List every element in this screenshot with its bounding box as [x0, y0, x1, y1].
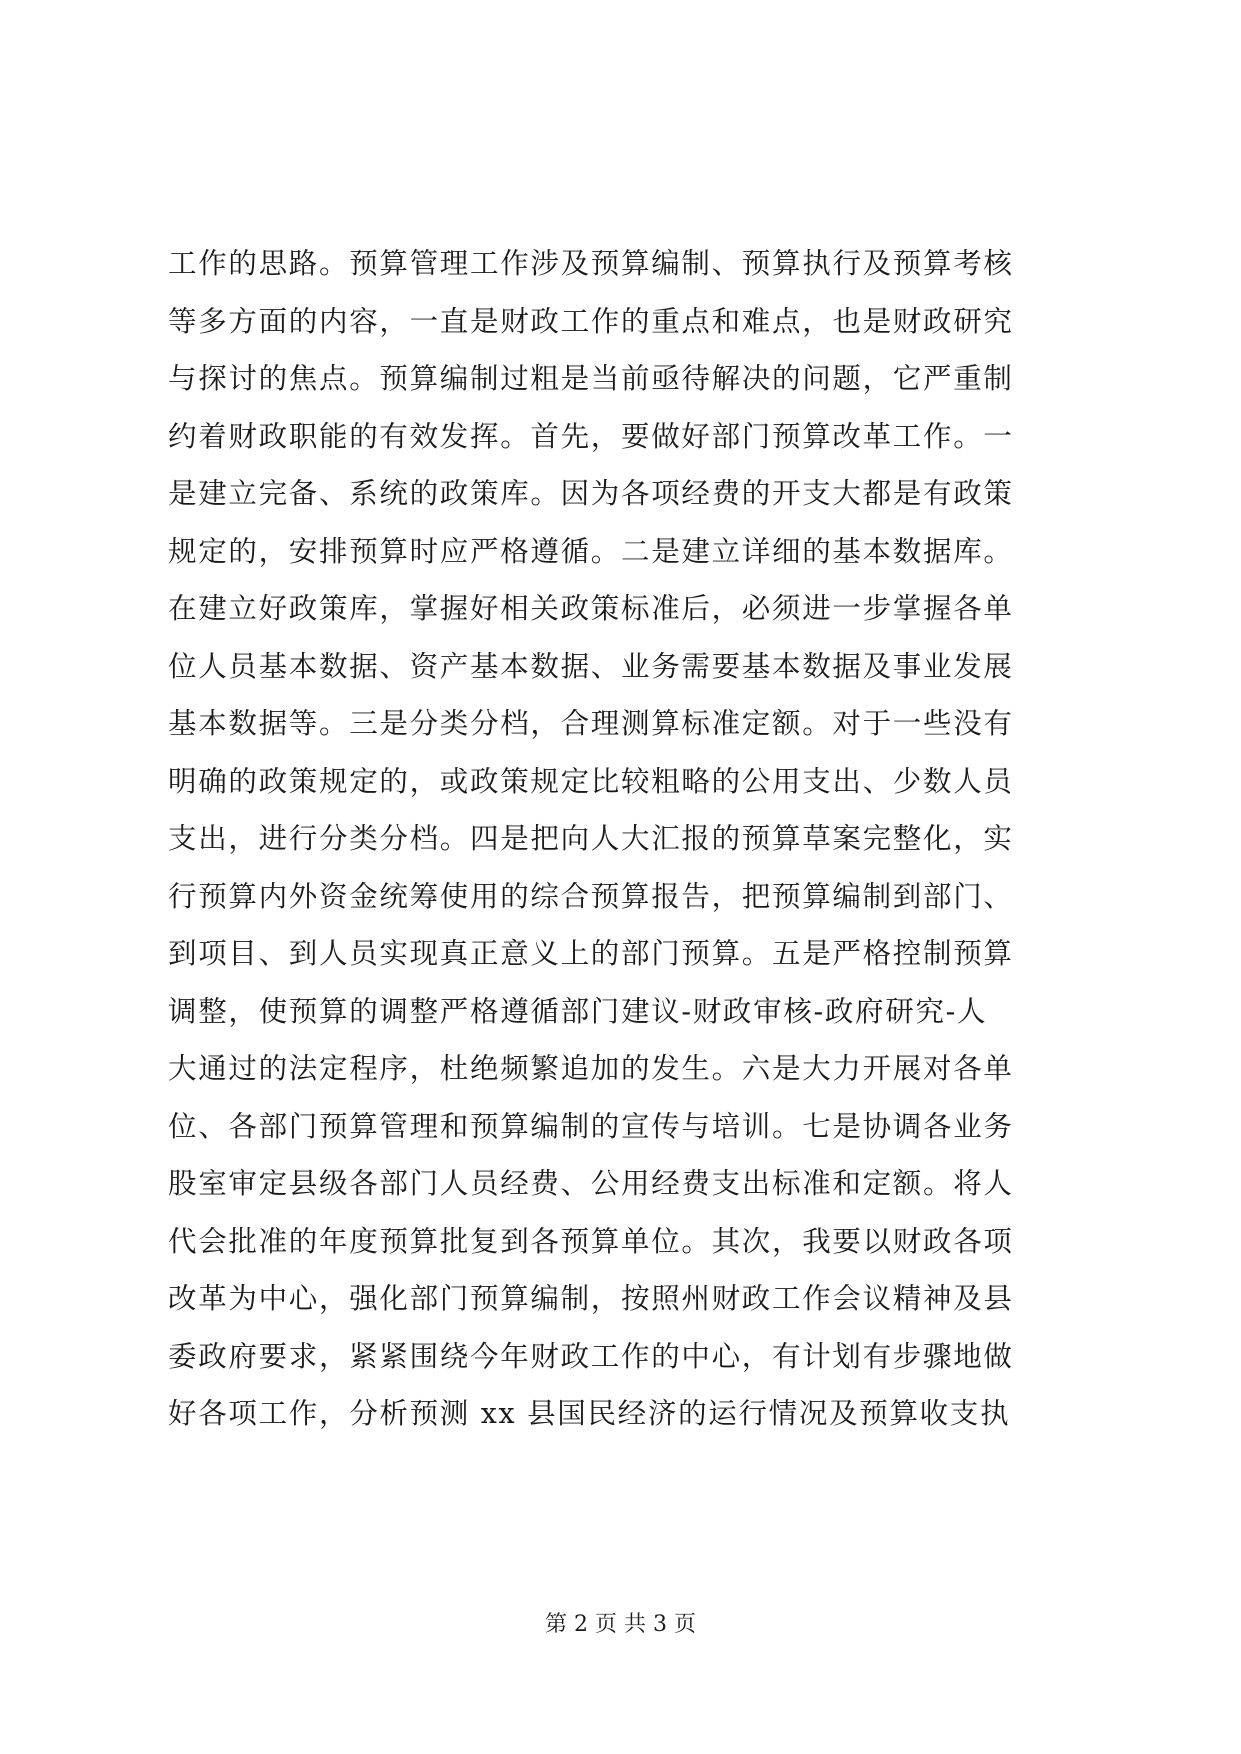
text-line: 位人员基本数据、资产基本数据、业务需要基本数据及事业发展 — [168, 649, 1014, 683]
text-line: 工作的思路。预算管理工作涉及预算编制、预算执行及预算考核 — [168, 247, 1014, 280]
text-line: 是建立完备、系统的政策库。因为各项经费的开支大都是有政策 — [168, 477, 1014, 510]
text-line: 到项目、到人员实现真正意义上的部门预算。五是严格控制预算 — [168, 937, 1014, 970]
text-line: 位、各部门预算管理和预算编制的宣传与培训。七是协调各业务 — [168, 1109, 1014, 1143]
text-line: 基本数据等。三是分类分档，合理测算标准定额。对于一些没有 — [168, 707, 1014, 740]
text-line: 支出，进行分类分档。四是把向人大汇报的预算草案完整化，实 — [168, 822, 1014, 855]
text-line: 委政府要求，紧紧围绕今年财政工作的中心，有计划有步骤地做 — [168, 1339, 1014, 1373]
text-line: 好各项工作，分析预测 xx 县国民经济的运行情况及预算收支执 — [168, 1397, 1011, 1430]
text-line: 代会批准的年度预算批复到各预算单位。其次，我要以财政各项 — [168, 1224, 1014, 1258]
body-text — [168, 235, 1088, 1443]
text-line: 调整，使预算的调整严格遵循部门建议-财政审核-政府研究-人 — [168, 994, 988, 1028]
text-line: 大通过的法定程序，杜绝频繁追加的发生。六是大力开展对各单 — [168, 1052, 1014, 1085]
text-line: 改革为中心，强化部门预算编制，按照州财政工作会议精神及县 — [168, 1282, 1014, 1315]
page-number-footer: 第 2 页 共 3 页 — [545, 1612, 696, 1637]
text-line: 与探讨的焦点。预算编制过粗是当前亟待解决的问题，它严重制 — [168, 362, 1014, 395]
text-line: 规定的，安排预算时应严格遵循。二是建立详细的基本数据库。 — [168, 534, 1014, 568]
text-line: 明确的政策规定的，或政策规定比较粗略的公用支出、少数人员 — [168, 764, 1014, 798]
text-line: 等多方面的内容，一直是财政工作的重点和难点，也是财政研究 — [168, 304, 1014, 338]
text-line: 行预算内外资金统筹使用的综合预算报告，把预算编制到部门、 — [168, 879, 1014, 913]
text-line: 股室审定县级各部门人员经费、公用经费支出标准和定额。将人 — [168, 1167, 1014, 1200]
text-line: 约着财政职能的有效发挥。首先，要做好部门预算改革工作。一 — [168, 419, 1014, 453]
text-line: 在建立好政策库，掌握好相关政策标准后，必须进一步掌握各单 — [168, 592, 1014, 625]
